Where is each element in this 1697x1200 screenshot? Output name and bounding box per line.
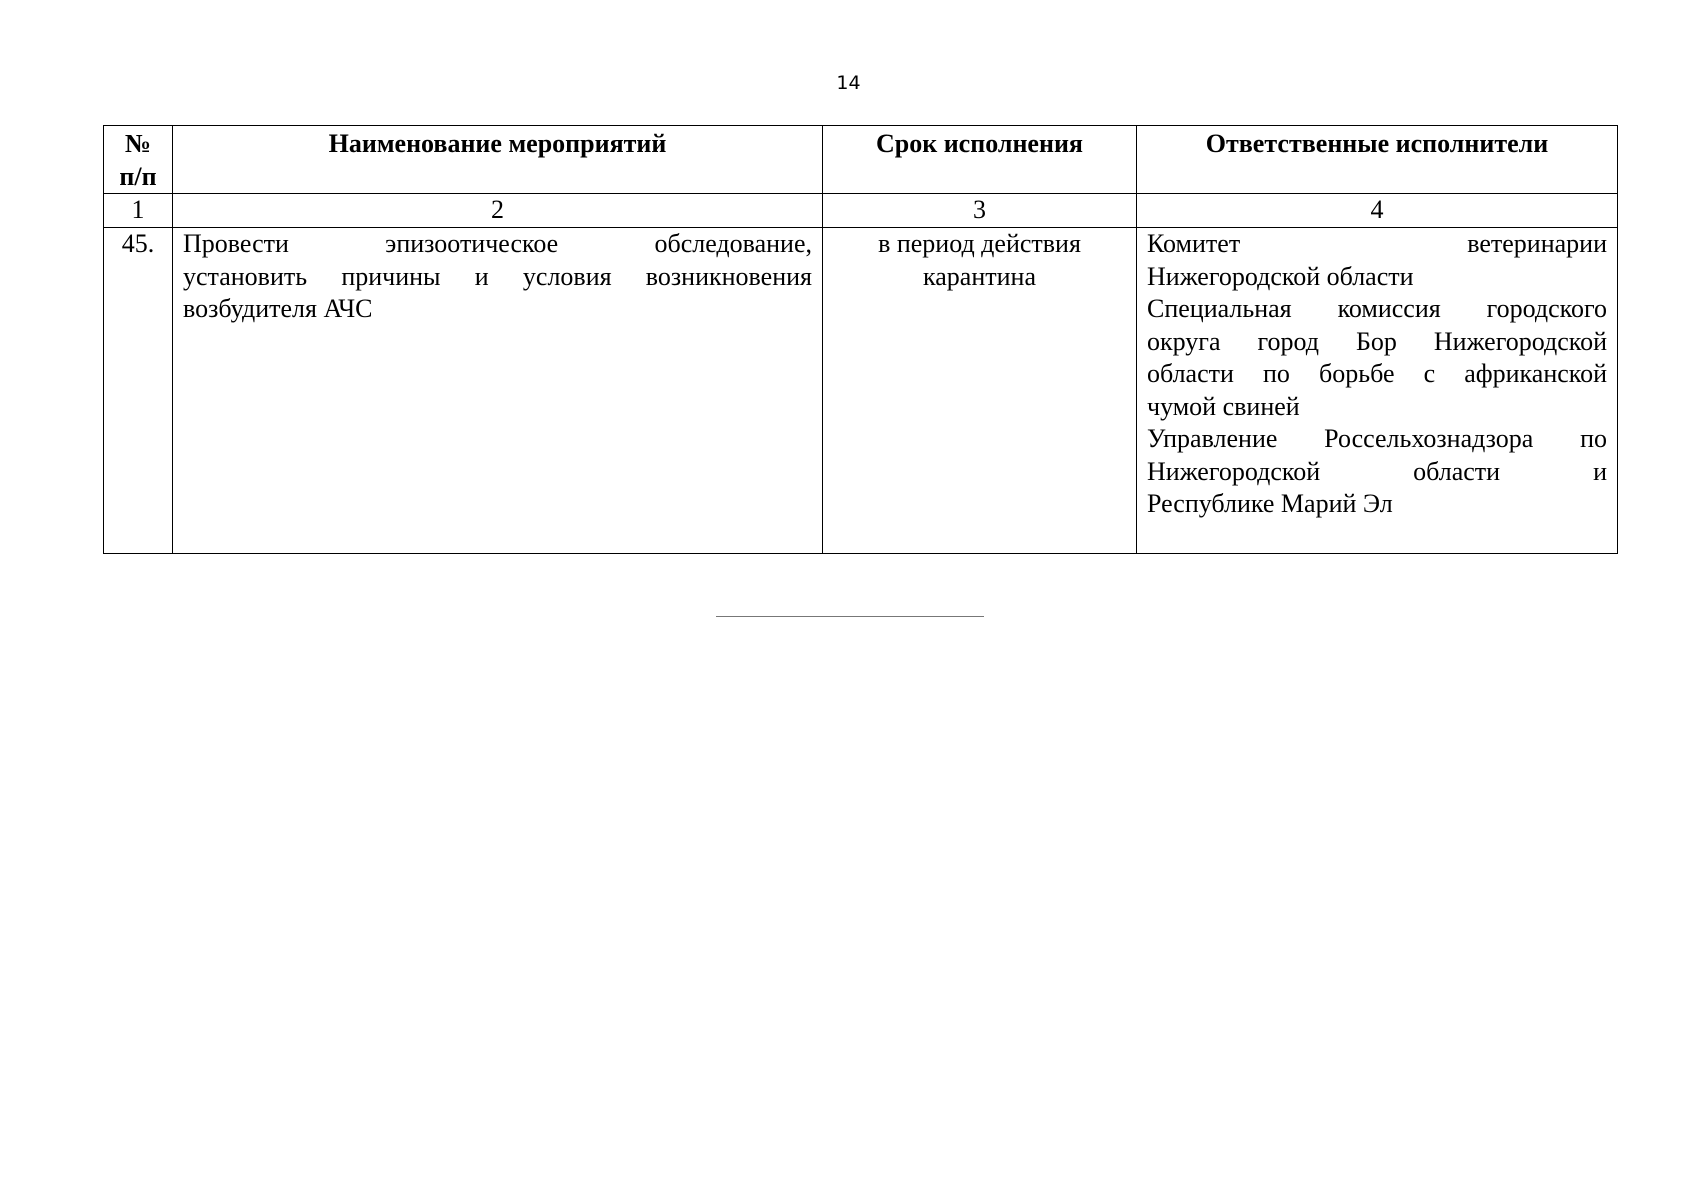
executors-line: Управление Россельхознадзора по	[1147, 424, 1607, 453]
header-number: № п/п	[104, 126, 173, 194]
column-number: 3	[823, 194, 1137, 228]
header-deadline: Срок исполнения	[823, 126, 1137, 194]
activity-line: Провести эпизоотическое обследование,	[183, 229, 812, 258]
column-number-row	[104, 194, 1618, 228]
executors-line: области по борьбе с африканской	[1147, 359, 1607, 388]
column-number: 4	[1137, 194, 1618, 228]
row-executors	[1137, 228, 1618, 554]
header-executors: Ответственные исполнители	[1137, 126, 1618, 194]
column-number: 2	[173, 194, 823, 228]
table-row	[104, 228, 1618, 554]
executors-line: Комитет ветеринарии	[1147, 229, 1607, 258]
activities-table	[103, 125, 1618, 554]
activity-line: установить причины и условия возникновения	[183, 261, 812, 291]
row-activity	[173, 228, 823, 554]
table-header-row	[104, 126, 1618, 194]
executors-line: Нижегородской области и	[1147, 456, 1607, 486]
executors-line: Специальная комиссия городского	[1147, 294, 1607, 323]
end-separator-line	[716, 616, 984, 617]
row-number: 45.	[104, 228, 173, 554]
column-number: 1	[104, 194, 173, 228]
header-activity: Наименование мероприятий	[173, 126, 823, 194]
deadline-line: карантина	[923, 261, 1036, 291]
deadline-line: в период действия	[878, 229, 1081, 258]
executors-line: Республике Марий Эл	[1147, 489, 1393, 518]
executors-line: Нижегородской области	[1147, 261, 1414, 291]
row-deadline	[823, 228, 1137, 554]
executors-line: чумой свиней	[1147, 391, 1300, 421]
executors-line: округа город Бор Нижегородской	[1147, 326, 1607, 356]
page-number: 14	[836, 72, 861, 94]
activity-line: возбудителя АЧС	[183, 294, 373, 323]
